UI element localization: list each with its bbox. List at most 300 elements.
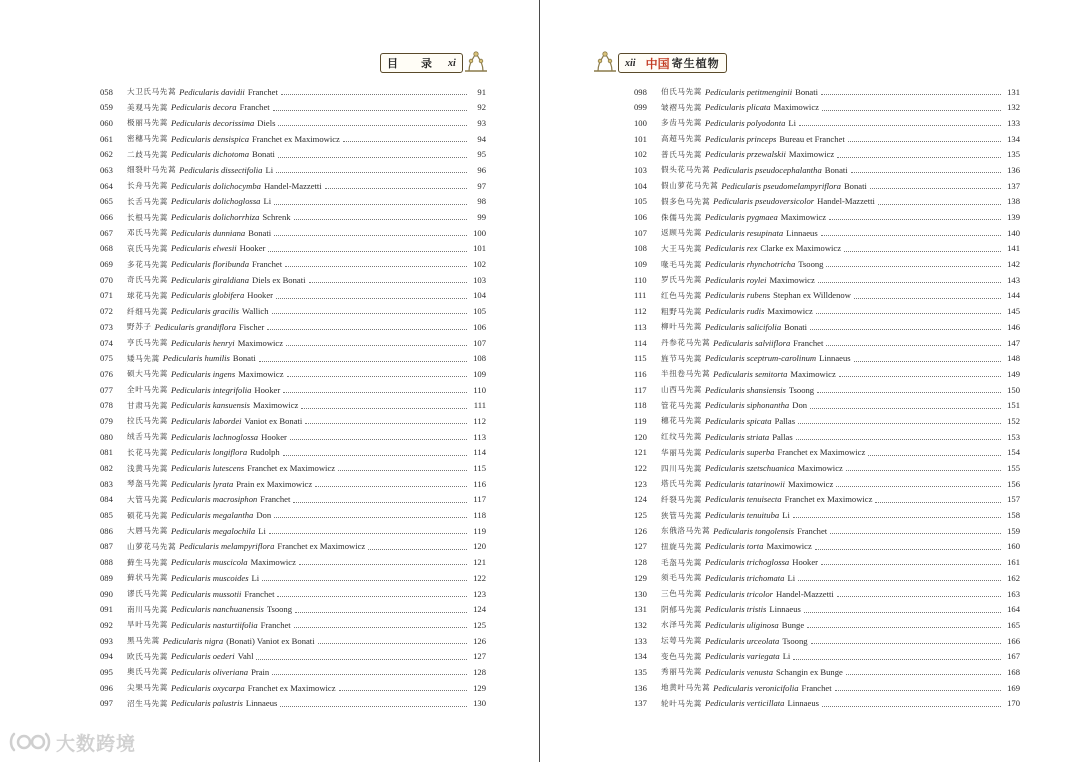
entry-scientific-name: Pedicularis pseudocephalantha: [713, 164, 822, 175]
entry-page-number: 154: [1007, 447, 1020, 458]
entry-chinese-name: 罗氏马先蒿: [661, 275, 702, 285]
entry-scientific-name: Pedicularis urceolata: [704, 635, 780, 646]
toc-entry: [100, 617, 486, 633]
entry-chinese-name: 返顾马先蒿: [661, 228, 702, 238]
entry-number: 084: [100, 494, 113, 505]
entry-page-number: 163: [1007, 588, 1020, 599]
entry-page-number: 141: [1007, 243, 1020, 254]
entry-scientific-name: Pedicularis tristis: [704, 604, 767, 615]
dot-leader: [799, 124, 1001, 126]
entry-number: 107: [634, 227, 647, 238]
toc-entry: [100, 476, 486, 492]
entry-scientific-name: Pedicularis salicifolia: [704, 321, 782, 332]
entry-number: 071: [100, 290, 113, 301]
dot-leader: [281, 93, 467, 95]
dot-leader: [278, 124, 467, 126]
toc-entry: [100, 351, 486, 367]
entry-chinese-name: 穗花马先蒿: [661, 416, 702, 426]
entry-author: Wallich: [242, 306, 269, 317]
dot-leader: [262, 579, 467, 581]
entry-scientific-name: Pedicularis rubens: [704, 290, 771, 301]
entry-number: 074: [100, 337, 113, 348]
entry-scientific-name: Pedicularis integrifolia: [170, 384, 252, 395]
entry-author: Franchet ex Maximowicz: [784, 494, 873, 505]
entry-author: Franchet: [247, 86, 278, 97]
entry-number: 098: [634, 86, 647, 97]
entry-page-number: 94: [477, 133, 486, 144]
entry-scientific-name: Pedicularis giraldiana: [170, 274, 250, 285]
entry-page-number: 110: [473, 384, 486, 395]
entry-number: 094: [100, 651, 113, 662]
entry-author: Handel-Mazzetti: [817, 196, 875, 207]
entry-author: Linnaeus: [786, 227, 818, 238]
entry-chinese-name: 欧氏马先蒿: [127, 651, 168, 661]
watermark-logo-icon: [8, 730, 52, 754]
left-header-page-number: xi: [448, 57, 456, 69]
entry-page-number: 95: [477, 149, 486, 160]
entry-page-number: 150: [1007, 384, 1020, 395]
entry-scientific-name: Pedicularis dolichocymba: [170, 180, 261, 191]
toc-entry: [100, 461, 486, 477]
toc-entry: [100, 366, 486, 382]
entry-number: 069: [100, 259, 113, 270]
dot-leader: [285, 265, 467, 267]
entry-author: Bonati: [252, 149, 275, 160]
entry-chinese-name: 三色马先蒿: [661, 589, 702, 599]
entry-chinese-name: 全叶马先蒿: [127, 385, 168, 395]
entry-scientific-name: Pedicularis przewalskii: [704, 149, 786, 160]
toc-entry: [100, 539, 486, 555]
toc-entry: [634, 131, 1020, 147]
toc-entry: [634, 335, 1020, 351]
entry-scientific-name: Pedicularis tongolensis: [713, 525, 795, 536]
entry-scientific-name: Pedicularis henryi: [170, 337, 235, 348]
entry-chinese-name: 多齿马先蒿: [661, 118, 702, 128]
entry-chinese-name: 须毛马先蒿: [661, 573, 702, 583]
toc-entry: [100, 586, 486, 602]
dot-leader: [276, 171, 467, 173]
entry-author: Maximowicz: [797, 463, 843, 474]
toc-entry: [100, 100, 486, 116]
entry-chinese-name: 阴郁马先蒿: [661, 604, 702, 614]
toc-entry: [100, 304, 486, 320]
entry-chinese-name: 南川马先蒿: [127, 604, 168, 614]
entry-number: 103: [634, 164, 647, 175]
entry-scientific-name: Pedicularis melampyriflora: [179, 541, 275, 552]
entry-page-number: 168: [1007, 666, 1020, 677]
entry-number: 096: [100, 682, 113, 693]
entry-number: 111: [634, 290, 647, 301]
toc-entry: [634, 633, 1020, 649]
entry-chinese-name: 黑马先蒿: [127, 636, 160, 646]
entry-scientific-name: Pedicularis dolichorrhiza: [170, 212, 260, 223]
entry-scientific-name: Pedicularis uliginosa: [704, 619, 779, 630]
entry-page-number: 123: [473, 588, 486, 599]
entry-author: Don: [256, 510, 272, 521]
entry-chinese-name: 奇氏马先蒿: [127, 275, 168, 285]
entry-chinese-name: 长舟马先蒿: [127, 181, 168, 191]
entry-number: 130: [634, 588, 647, 599]
dot-leader: [290, 438, 467, 440]
entry-scientific-name: Pedicularis pseudomelampyriflora: [721, 180, 841, 191]
entry-number: 061: [100, 133, 113, 144]
entry-page-number: 151: [1007, 400, 1020, 411]
entry-page-number: 125: [473, 619, 486, 630]
entry-number: 101: [634, 133, 647, 144]
dot-leader: [848, 140, 1001, 142]
entry-author: Vaniot ex Bonati: [244, 415, 303, 426]
entry-number: 131: [634, 604, 647, 615]
toc-entry: [100, 382, 486, 398]
entry-page-number: 117: [473, 494, 486, 505]
entry-scientific-name: Pedicularis lutescens: [170, 463, 245, 474]
toc-entry: [634, 508, 1020, 524]
toc-entry: [634, 398, 1020, 414]
entry-author: Maximowicz: [773, 102, 819, 113]
toc-entry: [100, 523, 486, 539]
entry-author: Bonati: [843, 180, 867, 191]
entry-author: Li: [265, 164, 274, 175]
entry-page-number: 161: [1007, 557, 1020, 568]
toc-entry: [100, 445, 486, 461]
entry-scientific-name: Pedicularis salviiflora: [713, 337, 791, 348]
entry-chinese-name: 秀丽马先蒿: [661, 667, 702, 677]
entry-scientific-name: Pedicularis venusta: [704, 666, 773, 677]
dot-leader: [294, 218, 467, 220]
entry-author: Hooker: [254, 384, 281, 395]
entry-number: 064: [100, 180, 113, 191]
entry-author: Li: [782, 651, 791, 662]
toc-entry: [100, 335, 486, 351]
dot-leader: [822, 705, 1001, 707]
toc-entry: [100, 272, 486, 288]
entry-number: 134: [634, 651, 647, 662]
dot-leader: [293, 501, 467, 503]
entry-chinese-name: 硕大马先蒿: [127, 369, 168, 379]
entry-chinese-name: 密穗马先蒿: [127, 134, 168, 144]
entry-page-number: 149: [1007, 368, 1020, 379]
entry-number: 067: [100, 227, 113, 238]
toc-entry: [634, 461, 1020, 477]
entry-chinese-name: 四川马先蒿: [661, 463, 702, 473]
entry-chinese-name: 皱褶马先蒿: [661, 102, 702, 112]
toc-entry: [100, 680, 486, 696]
entry-scientific-name: Pedicularis longiflora: [170, 447, 248, 458]
left-page: [0, 0, 539, 762]
toc-entry: [634, 413, 1020, 429]
entry-scientific-name: Pedicularis siphonantha: [704, 400, 790, 411]
dot-leader: [868, 454, 1001, 456]
dot-leader: [810, 328, 1001, 330]
entry-chinese-name: 地黄叶马先蒿: [661, 683, 711, 693]
entry-author: Maximowicz: [238, 368, 284, 379]
entry-author: Bonati: [232, 353, 256, 364]
entry-author: Li: [788, 117, 797, 128]
dot-leader: [810, 407, 1001, 409]
entry-number: 125: [634, 510, 647, 521]
entry-page-number: 115: [473, 463, 486, 474]
entry-page-number: 165: [1007, 619, 1020, 630]
entry-chinese-name: 大唇马先蒿: [127, 526, 168, 536]
entry-page-number: 100: [473, 227, 486, 238]
toc-entry: [100, 178, 486, 194]
toc-entry: [100, 555, 486, 571]
entry-page-number: 118: [473, 510, 486, 521]
entry-author: Linnaeus: [787, 698, 819, 709]
left-toc-list: [100, 84, 486, 712]
entry-author: Franchet: [244, 588, 275, 599]
toc-entry: [100, 570, 486, 586]
entry-page-number: 153: [1007, 431, 1020, 442]
entry-number: 093: [100, 635, 113, 646]
toc-entry: [634, 84, 1020, 100]
entry-scientific-name: Pedicularis pygmaea: [704, 212, 778, 223]
toc-entry: [100, 319, 486, 335]
dot-leader: [798, 579, 1001, 581]
toc-entry: [634, 257, 1020, 273]
dot-leader: [793, 516, 1001, 518]
entry-scientific-name: Pedicularis elwesii: [170, 243, 237, 254]
entry-number: 128: [634, 557, 647, 568]
toc-entry: [634, 210, 1020, 226]
entry-number: 083: [100, 478, 113, 489]
entry-author: Tsoong: [266, 604, 293, 615]
entry-scientific-name: Pedicularis decora: [170, 102, 237, 113]
toc-entry: [100, 413, 486, 429]
dot-leader: [301, 407, 467, 409]
toc-entry: [100, 241, 486, 257]
entry-page-number: 109: [473, 368, 486, 379]
entry-author: Li: [782, 510, 790, 521]
entry-author: Vahl: [237, 651, 254, 662]
entry-chinese-name: 东俄洛马先蒿: [661, 526, 711, 536]
entry-scientific-name: Pedicularis dichotoma: [170, 149, 250, 160]
entry-chinese-name: 侏儒马先蒿: [661, 212, 702, 222]
entry-number: 116: [634, 368, 647, 379]
toc-entry: [100, 508, 486, 524]
dot-leader: [854, 360, 1001, 362]
toc-entry: [100, 84, 486, 100]
toc-entry: [634, 319, 1020, 335]
entry-author: Maximowicz: [237, 337, 284, 348]
entry-number: 076: [100, 368, 113, 379]
entry-scientific-name: Pedicularis nigra: [162, 635, 224, 646]
entry-number: 065: [100, 196, 113, 207]
entry-author: Maximowicz: [252, 400, 299, 411]
entry-scientific-name: Pedicularis variegata: [704, 651, 780, 662]
dot-leader: [846, 469, 1001, 471]
entry-chinese-name: 假山萝花马先蒿: [661, 181, 719, 191]
entry-chinese-name: 柳叶马先蒿: [661, 322, 702, 332]
entry-scientific-name: Pedicularis tricolor: [704, 588, 773, 599]
entry-author: Bureau et Franchet: [779, 133, 845, 144]
toc-entry: [100, 257, 486, 273]
entry-scientific-name: Pedicularis palustris: [170, 698, 243, 709]
entry-page-number: 169: [1007, 682, 1020, 693]
entry-author: Franchet: [260, 619, 291, 630]
entry-scientific-name: Pedicularis tenuituba: [704, 510, 780, 521]
entry-page-number: 107: [473, 337, 486, 348]
entry-author: Franchet: [239, 102, 270, 113]
entry-page-number: 99: [477, 212, 486, 223]
entry-page-number: 112: [473, 415, 486, 426]
entry-chinese-name: 哀氏马先蒿: [127, 243, 168, 253]
dot-leader: [277, 595, 467, 597]
entry-page-number: 160: [1007, 541, 1020, 552]
entry-author: Stephan ex Willdenow: [773, 290, 851, 301]
entry-author: Franchet: [252, 259, 283, 270]
entry-page-number: 111: [473, 400, 486, 411]
entry-author: Tsoong: [782, 635, 808, 646]
entry-scientific-name: Pedicularis dolichoglossa: [170, 196, 261, 207]
toc-entry: [100, 696, 486, 712]
toc-entry: [634, 570, 1020, 586]
dot-leader: [259, 360, 467, 362]
entry-scientific-name: Pedicularis oederi: [170, 651, 235, 662]
entry-page-number: 105: [473, 306, 486, 317]
toc-entry: [100, 602, 486, 618]
entry-page-number: 136: [1007, 164, 1020, 175]
toc-entry: [100, 429, 486, 445]
dot-leader: [826, 344, 1001, 346]
entry-chinese-name: 轮叶马先蒿: [661, 698, 702, 708]
entry-number: 087: [100, 541, 113, 552]
entry-author: Hooker: [261, 431, 287, 442]
entry-scientific-name: Pedicularis pseudoversicolor: [713, 196, 815, 207]
entry-scientific-name: Pedicularis rex: [704, 243, 758, 254]
entry-page-number: 98: [477, 196, 486, 207]
dot-leader: [822, 109, 1001, 111]
entry-page-number: 127: [473, 651, 486, 662]
entry-chinese-name: 矮马先蒿: [127, 353, 160, 363]
entry-page-number: 156: [1007, 478, 1020, 489]
entry-scientific-name: Pedicularis roylei: [704, 274, 767, 285]
entry-author: Bonati: [824, 164, 848, 175]
dot-leader: [286, 344, 467, 346]
entry-scientific-name: Pedicularis veronicifolia: [713, 682, 799, 693]
toc-entry: [634, 523, 1020, 539]
entry-scientific-name: Pedicularis spicata: [704, 415, 772, 426]
entry-chinese-name: 球花马先蒿: [127, 290, 168, 300]
dot-leader: [287, 375, 467, 377]
dot-leader: [837, 156, 1001, 158]
right-toc-list: [634, 84, 1020, 712]
entry-number: 136: [634, 682, 647, 693]
entry-page-number: 114: [473, 447, 486, 458]
entry-number: 135: [634, 666, 647, 677]
entry-author: Prain: [251, 666, 270, 677]
entry-author: Franchet ex Maximowicz: [247, 463, 336, 474]
entry-chinese-name: 大卫氏马先蒿: [127, 87, 177, 97]
entry-number: 095: [100, 666, 113, 677]
entry-page-number: 120: [473, 541, 486, 552]
entry-author: Maximowicz: [767, 306, 813, 317]
dot-leader: [343, 140, 467, 142]
entry-chinese-name: 扭旋马先蒿: [661, 541, 702, 551]
toc-entry: [100, 210, 486, 226]
entry-page-number: 93: [477, 117, 486, 128]
entry-number: 090: [100, 588, 113, 599]
entry-author: Maximowicz: [769, 274, 815, 285]
right-header-label: [618, 53, 727, 73]
entry-number: 133: [634, 635, 647, 646]
entry-page-number: 139: [1007, 212, 1020, 223]
dot-leader: [839, 375, 1001, 377]
entry-chinese-name: 红色马先蒿: [661, 290, 702, 300]
toc-entry: [634, 272, 1020, 288]
toc-entry: [634, 555, 1020, 571]
toc-entry: [634, 366, 1020, 382]
entry-author: Clarke ex Maximowicz: [760, 243, 842, 254]
entry-number: 119: [634, 415, 647, 426]
left-header-title: 目 录: [387, 58, 438, 70]
entry-chinese-name: 纤裂马先蒿: [661, 494, 702, 504]
entry-author: Linnaeus: [769, 604, 801, 615]
toc-entry: [634, 664, 1020, 680]
entry-scientific-name: Pedicularis muscicola: [170, 557, 248, 568]
dot-leader: [811, 642, 1001, 644]
dot-leader: [339, 689, 467, 691]
dot-leader: [278, 156, 467, 158]
toc-entry: [634, 602, 1020, 618]
dot-leader: [829, 218, 1001, 220]
dot-leader: [274, 234, 467, 236]
toc-entry: [634, 586, 1020, 602]
entry-number: 079: [100, 415, 113, 426]
toc-entry: [634, 617, 1020, 633]
entry-chinese-name: 半扭卷马先蒿: [661, 369, 711, 379]
dot-leader: [274, 203, 467, 205]
entry-chinese-name: 长花马先蒿: [127, 447, 168, 457]
entry-scientific-name: Pedicularis oliveriana: [170, 666, 249, 677]
entry-page-number: 121: [473, 557, 486, 568]
entry-scientific-name: Pedicularis grandiflora: [154, 321, 236, 332]
entry-number: 075: [100, 353, 113, 364]
entry-author: Linnaeus: [245, 698, 278, 709]
entry-chinese-name: 多花马先蒿: [127, 259, 168, 269]
entry-author: Li: [251, 572, 260, 583]
entry-page-number: 131: [1007, 86, 1020, 97]
entry-author: Bonati: [248, 227, 272, 238]
dot-leader: [294, 626, 467, 628]
entry-number: 073: [100, 321, 113, 332]
entry-chinese-name: 长舌马先蒿: [127, 196, 168, 206]
entry-chinese-name: 华丽马先蒿: [661, 447, 702, 457]
entry-scientific-name: Pedicularis trichomata: [704, 572, 785, 583]
entry-scientific-name: Pedicularis torta: [704, 541, 764, 552]
entry-scientific-name: Pedicularis shansiensis: [704, 384, 786, 395]
entry-chinese-name: 狭管马先蒿: [661, 510, 702, 520]
dot-leader: [274, 516, 467, 518]
dot-leader: [817, 391, 1001, 393]
entry-scientific-name: Pedicularis sceptrum-carolinum: [704, 353, 817, 364]
entry-number: 082: [100, 463, 113, 474]
toc-entry: [100, 492, 486, 508]
entry-chinese-name: 变色马先蒿: [661, 651, 702, 661]
dot-leader: [368, 548, 467, 550]
toc-entry: [634, 225, 1020, 241]
entry-number: 126: [634, 525, 647, 536]
entry-number: 117: [634, 384, 647, 395]
dot-leader: [804, 611, 1001, 613]
entry-scientific-name: Pedicularis globifera: [170, 290, 245, 301]
entry-page-number: 159: [1007, 525, 1020, 536]
dot-leader: [299, 563, 467, 565]
toc-entry: [100, 131, 486, 147]
dot-leader: [325, 187, 467, 189]
entry-author: Schangin ex Bunge: [776, 666, 843, 677]
entry-scientific-name: Pedicularis resupinata: [704, 227, 784, 238]
